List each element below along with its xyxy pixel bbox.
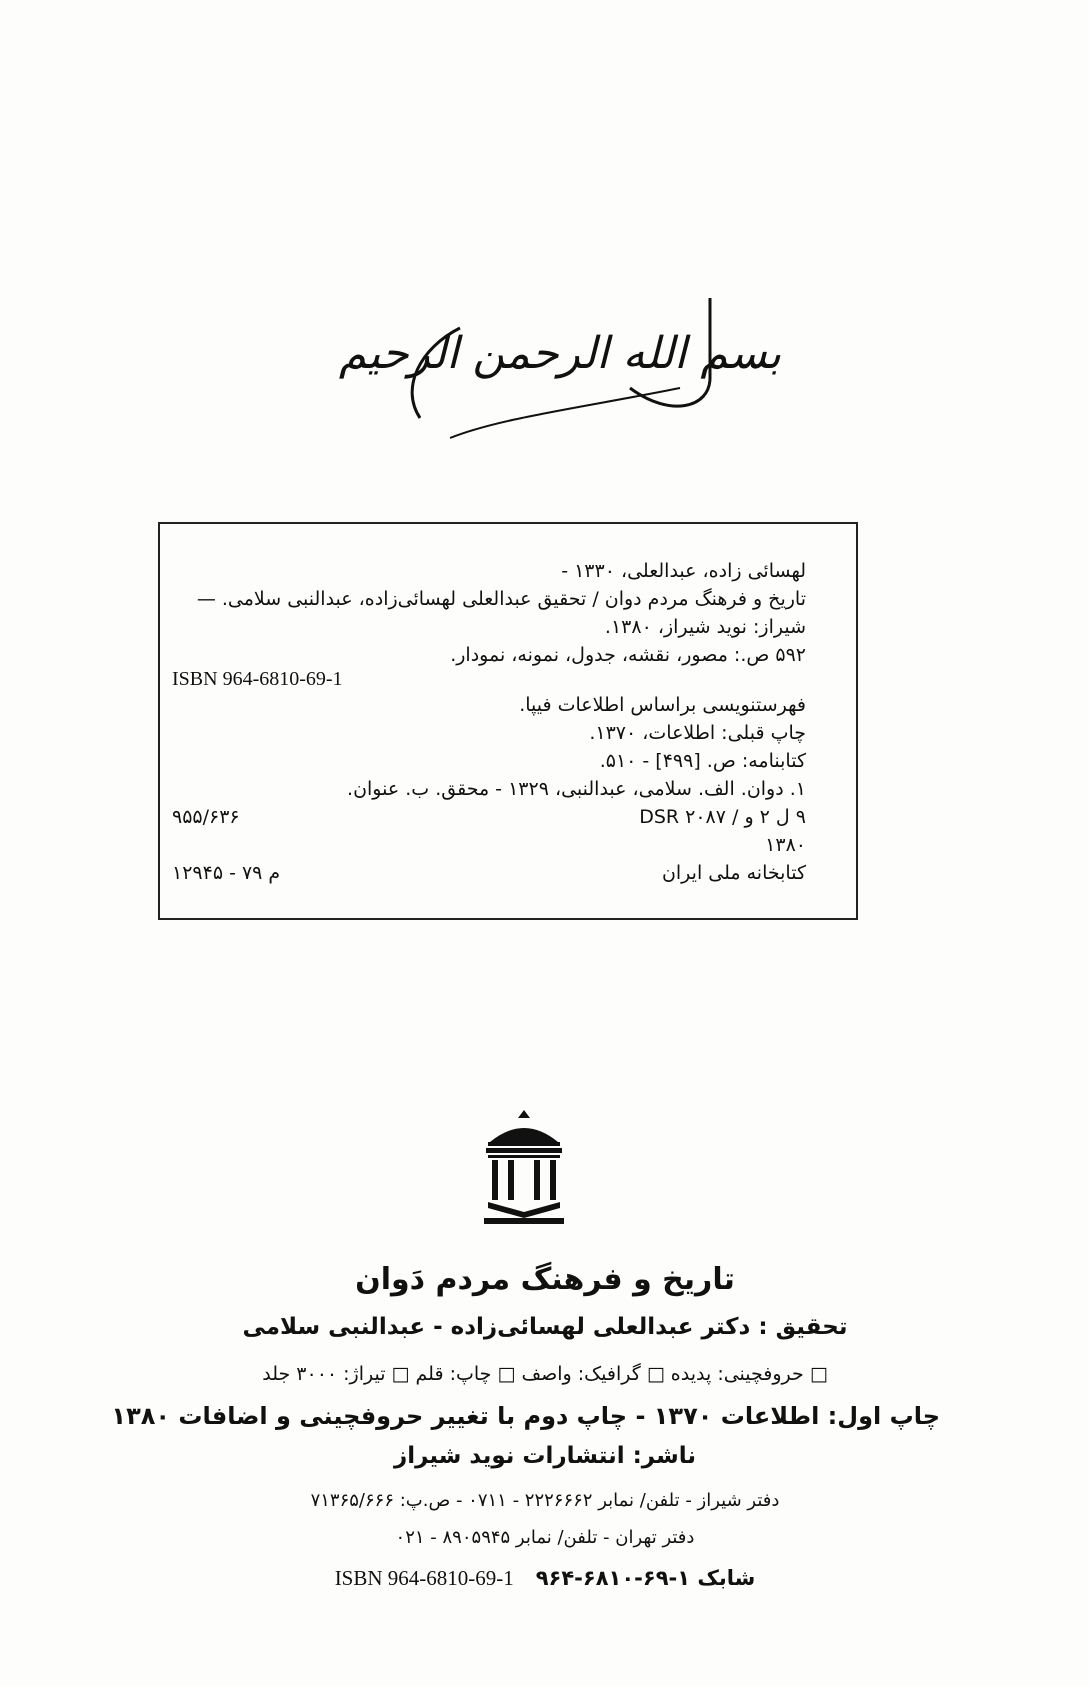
book-title: تاریخ و فرهنگ مردم دَوان	[355, 1262, 735, 1297]
catalog-line-fipa: فهرستنویسی براساس اطلاعات فیپا.	[519, 694, 806, 716]
catalog-line-title: تاریخ و فرهنگ مردم دوان / تحقیق عبدالعلی لهسائی‌زاده، عبدالنبی سلامی. —	[196, 588, 806, 610]
bismillah-svg	[338, 268, 782, 458]
office-tehran: دفتر تهران - تلفن/ نمابر ۸۹۰۵۹۴۵ - ۰۲۱	[395, 1527, 695, 1548]
catalog-line-lc: ۹ ل ۲ و / DSR ۲۰۸۷	[639, 806, 806, 828]
publisher-name: ناشر: انتشارات نوید شیراز	[393, 1443, 697, 1469]
bismillah-calligraphy	[338, 268, 782, 468]
publisher-logo-icon	[478, 1108, 570, 1226]
catalog-line-previous: چاپ قبلی: اطلاعات، ۱۳۷۰.	[589, 722, 806, 744]
book-authors: تحقیق : دکتر عبدالعلی لهسائی‌زاده - عبدالنبی سلامی	[242, 1314, 848, 1340]
catalog-dewey: ۹۵۵/۶۳۶	[172, 806, 240, 828]
catalog-line-author: لهسائی زاده، عبدالعلی، ۱۳۳۰ -	[561, 560, 806, 582]
bismillah-text: بسم الله الرحمن الرحیم	[338, 328, 782, 379]
isbn-latin: ISBN 964-6810-69-1	[334, 1566, 514, 1590]
production-credits: □ حروفچینی: پدیده □ گرافیک: واصف □ چاپ: قلم □ تیراژ: ۳۰۰۰ جلد	[262, 1363, 828, 1385]
isbn-persian: شابک ۱-۶۹-۶۸۱۰-۹۶۴	[535, 1566, 756, 1590]
office-shiraz: دفتر شیراز - تلفن/ نمابر ۲۲۲۶۶۶۲ - ۰۷۱۱ - ص.پ: ۷۱۳۶۵/۶۶۶	[310, 1490, 780, 1511]
catalog-line-subjects: ۱. دوان. الف. سلامی، عبدالنبی، ۱۳۲۹ - محقق. ب. عنوان.	[347, 778, 806, 800]
catalog-national-number: م ۷۹ - ۱۲۹۴۵	[172, 862, 281, 884]
catalog-line-bibliography: کتابنامه: ص. [۴۹۹] - ۵۱۰.	[599, 750, 806, 772]
edition-info: چاپ اول: اطلاعات ۱۳۷۰ - چاپ دوم با تغییر حروفچینی و اضافات ۱۳۸۰	[111, 1402, 940, 1430]
catalog-isbn: ISBN 964-6810-69-1	[172, 668, 343, 690]
catalog-box	[158, 522, 858, 920]
catalog-line-library: کتابخانه ملی ایران	[661, 862, 806, 884]
catalog-line-imprint: شیراز: نوید شیراز، ۱۳۸۰.	[604, 616, 806, 638]
catalog-line-pages: ۵۹۲ ص.: مصور، نقشه، جدول، نمونه، نمودار.	[450, 644, 806, 666]
isbn-line	[150, 1566, 940, 1591]
catalog-line-year: ۱۳۸۰	[765, 834, 806, 856]
